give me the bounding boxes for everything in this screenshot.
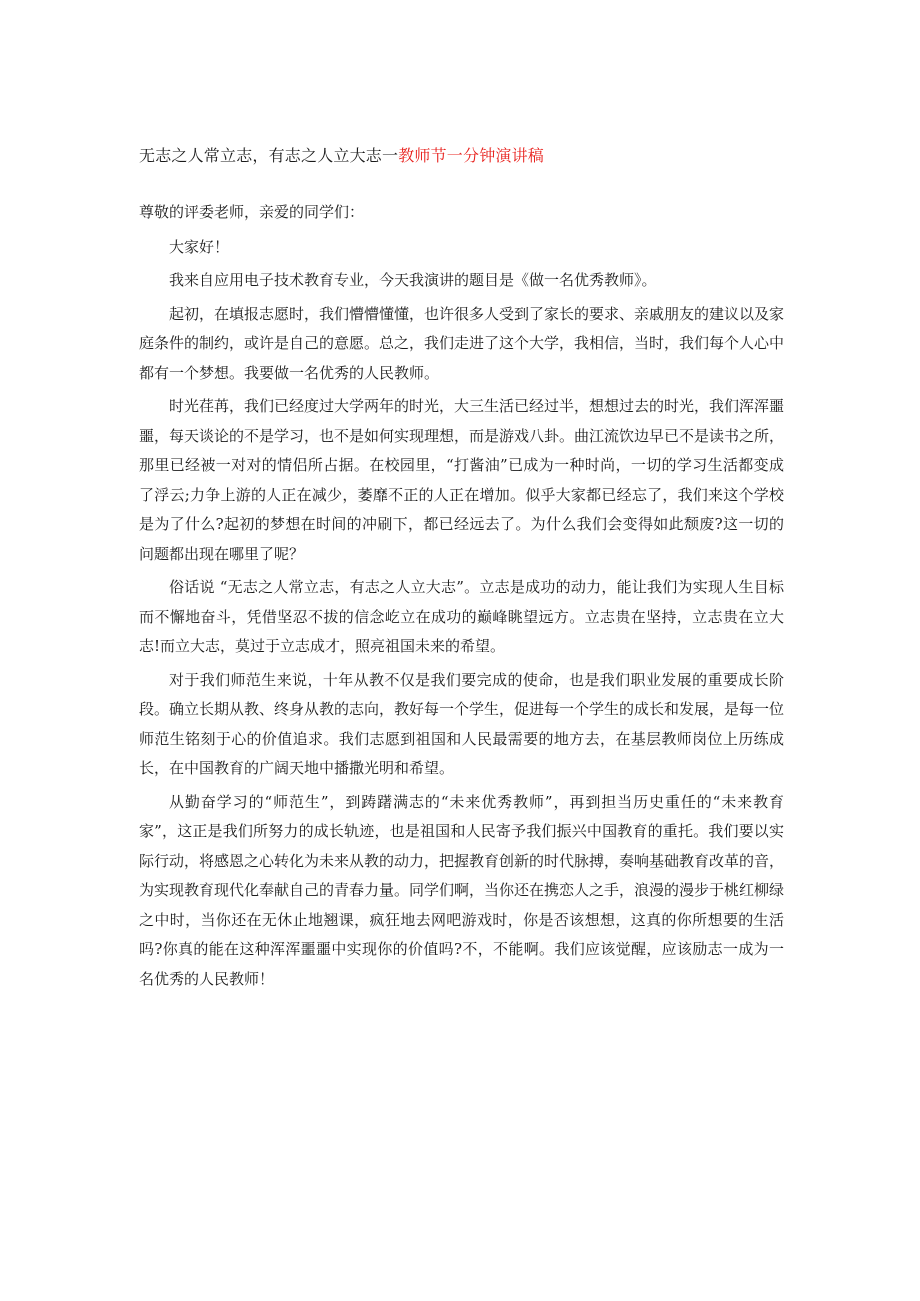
salutation: 尊敬的评委老师，亲爱的同学们： <box>139 203 365 221</box>
paragraph-conclusion: 从勤奋学习的“师范生”，到踌躇满志的“未来优秀教师”，再到担当历史重任的“未来教育家”，这正是我们所努力的成长轨迹，也是祖国和人民寄予我们振兴中国教育的重托。我们要以实际行动，将感恩之心转化为未来从教的动力，把握教育创新的时代脉搏，奏响基础教育改革的音，为实现教育现代化奉献自己的青春力量。同学们啊，当你还在携恋人之手，浪漫的漫步于桃红柳绿之中时，当你还在无休止地翘课，疯狂地去网吧游戏时，你是否该想想，这真的你所想要的生活吗?你真的能在这种浑浑噩噩中实现你的价值吗?不，不能啊。我们应该觉醒，应该励志一成为一名优秀的人民教师！ <box>139 792 785 988</box>
document-body <box>139 198 784 998</box>
paragraph-reflection: 时光荏苒，我们已经度过大学两年的时光，大三生活已经过半，想想过去的时光，我们浑浑噩噩，每天谈论的不是学习，也不是如何实现理想，而是游戏八卦。曲江流饮边早已不是读书之所，那里已经被一对对的情侣所占据。在校园里，“打酱油”已成为一种时尚，一切的学习生活都变成了浮云;力争上游的人正在减少，萎靡不正的人正在增加。似乎大家都已经忘了，我们来这个学校是为了什么?起初的梦想在时间的冲刷下，都已经远去了。为什么我们会变得如此颓废?这一切的问题都出现在哪里了呢？ <box>139 397 785 563</box>
paragraph-proverb: 俗话说 “无志之人常立志，有志之人立大志”。立志是成功的动力，能让我们为实现人生目标而不懈地奋斗，凭借坚忍不拔的信念屹立在成功的巅峰眺望远方。立志贵在坚持，立志贵在立大志!而立大志，莫过于立志成才，照亮祖国未来的希望。 <box>139 578 784 655</box>
paragraph-topic: 我来自应用电子技术教育专业，今天我演讲的题目是《做一名优秀教师》。 <box>169 271 657 289</box>
paragraph-teacher-mission: 对于我们师范生来说，十年从教不仅是我们要完成的使命，也是我们职业发展的重要成长阶段。确立长期从教、终身从教的志向，教好每一个学生，促进每一个学生的成长和发展，是每一位师范生铭刻于心的价值追求。我们志愿到祖国和人民最需要的地方去，在基层教师岗位上历练成长，在中国教育的广阔天地中播撒光明和希望。 <box>139 670 785 777</box>
title-main-text: 无志之人常立志，有志之人立大志一 <box>139 146 399 165</box>
document-title <box>139 144 799 168</box>
paragraph-greeting: 大家好！ <box>169 237 230 256</box>
paragraph-beginning: 起初，在填报志愿时，我们懵懵懂懂，也许很多人受到了家长的要求、亲戚朋友的建议以及家庭条件的制约，或许是自己的意愿。总之，我们走进了这个大学，我相信，当时，我们每个人心中都有一个梦想。我要做一名优秀的人民教师。 <box>139 304 785 382</box>
title-accent-text: 教师节一分钟演讲稿 <box>398 146 545 165</box>
